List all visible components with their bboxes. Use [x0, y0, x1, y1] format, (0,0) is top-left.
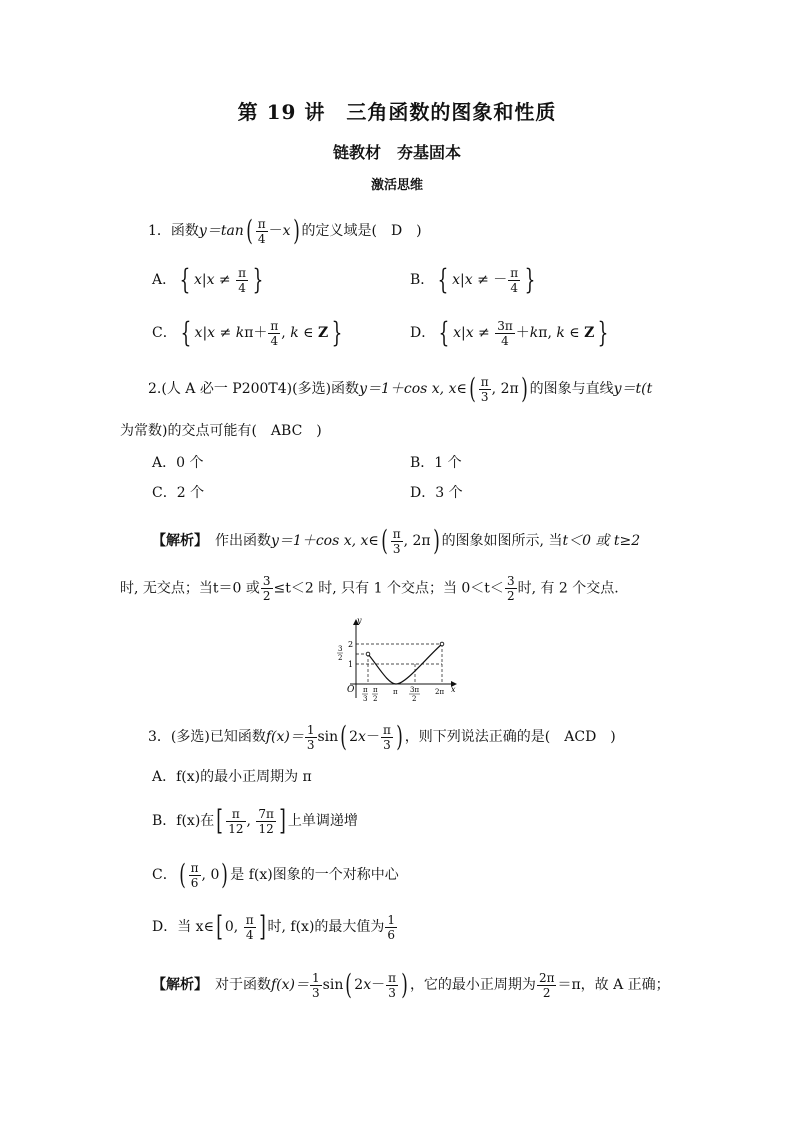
tick-label-pi2-den: 2 [373, 695, 378, 703]
tick-label-2pi: 2π [435, 688, 445, 696]
tick-label-pi3-a: π [363, 686, 368, 694]
question-2-analysis-line2: 时, 无交点；当t＝0 或 $\frac{3}{2}$ ≤t＜2 时, 只有 1 个交点；当 0＜t＜ $\frac{3}{2}$ 时, 有 2 个交点. [120, 574, 619, 603]
question-2-option-a: A．0 个 [152, 455, 204, 471]
y-axis-label: y [357, 616, 362, 625]
question-1-option-a: A． { x|x ≠ $\frac{\pi}{4}$ } [152, 263, 264, 296]
cosine-curve [368, 644, 442, 684]
tick-label-2: 2 [348, 640, 354, 649]
question-2-analysis-line1: 【解析】 作出函数y＝1＋cos x, x∈( $\frac{\pi}{3}$ , 2π) 的图象如图所示, 当t＜0 或 t≥2 [152, 524, 641, 557]
tick-label-pi3-a-den: 3 [363, 695, 368, 703]
question-3-option-d: D．当 x∈[ 0, $\frac{\pi}{4}$ ] 时, f(x)的最大值为 $\frac{1}{6}$ [152, 910, 396, 943]
question-3-option-c: C．( $\frac{\pi}{6}$ , 0) 是 f(x)图象的一个对称中心 [152, 858, 399, 891]
tick-label-3-2-den: 2 [338, 654, 343, 662]
question-2-stem-line2: 为常数)的交点可能有( ABC ) [120, 423, 322, 439]
question-2-option-d: D．3 个 [410, 485, 463, 501]
question-1-option-c: C． { x|x ≠ kπ＋ $\frac{\pi}{4}$ , k ∈ Z } [152, 316, 343, 349]
question-3-stem: 3．(多选)已知函数f(x)＝ $\frac{1}{3}$ sin( 2x－ $\frac{\pi}{3}$ ) ，则下列说法正确的是( ACD ) [148, 720, 616, 753]
tick-label-pi: π [393, 688, 398, 696]
question-3-option-a: A．f(x)的最小正周期为 π [152, 769, 312, 785]
question-1-option-d: D． { x|x ≠ $\frac{3\pi}{4}$ ＋kπ, k ∈ Z } [410, 316, 609, 349]
x-axis-label: x [451, 685, 456, 694]
tick-label-3pi2-den: 2 [412, 695, 417, 703]
tick-label-1: 1 [348, 660, 354, 669]
question-3-analysis: 【解析】 对于函数f(x)＝ $\frac{1}{3}$ sin( 2x－ $\frac{\pi}{3}$ ) ，它的最小正周期为 $\frac{2\pi}{2}$ ＝π，故 A 正确； [152, 968, 670, 1001]
open-endpoint-right [440, 642, 444, 646]
question-2-option-b: B．1 个 [410, 455, 462, 471]
question-1-option-b: B． { x|x ≠ － $\frac{\pi}{4}$ } [410, 263, 536, 296]
question-2-stem-line1: 2.(人 A 必一 P200T4)(多选)函数y＝1＋cos x, x∈( $\frac{\pi}{3}$ , 2π) 的图象与直线y＝t(t [148, 372, 653, 405]
cosine-graph [330, 614, 460, 704]
tick-label-3pi2: 3π [410, 686, 420, 694]
open-endpoint [366, 652, 370, 656]
section-subtitle: 链教材 夯基固本 [332, 143, 461, 162]
tick-label-3-2-num: 3 [338, 645, 343, 653]
page-title: 第 19 讲 三角函数的图象和性质 [237, 100, 557, 124]
question-2-option-c: C．2 个 [152, 485, 205, 501]
question-3-option-b: B．f(x)在[ $\frac{\pi}{12}$ , $\frac{7\pi}{12}$ ] 上单调递增 [152, 804, 358, 837]
question-1-stem: 1．函数y＝tan( $\frac{\pi}{4}$ －x) 的定义域是( D ) [148, 214, 422, 247]
tick-label-pi2: π [373, 686, 378, 694]
section-heading: 激活思维 [370, 178, 423, 193]
origin-label: O [347, 685, 355, 695]
